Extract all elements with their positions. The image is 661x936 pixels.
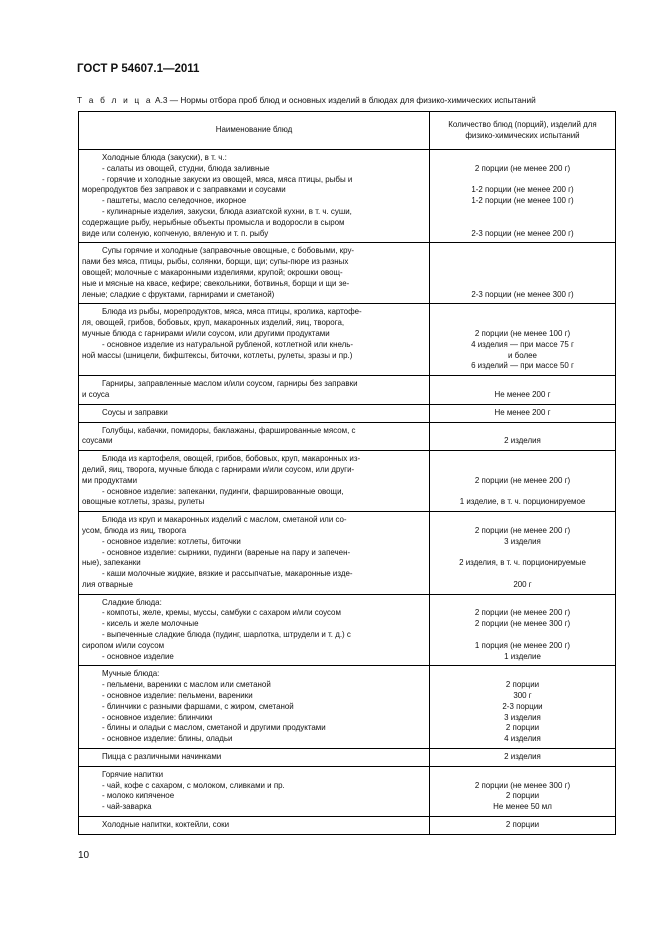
quantity-line: 2-3 порции (не менее 300 г): [471, 289, 574, 299]
quantity-line: 4 изделия — при массе 75 г: [471, 339, 574, 349]
sampling-norms-table: [78, 111, 616, 835]
quantity-line: [433, 426, 612, 437]
dish-line: Холодные напитки, коктейли, соки: [102, 820, 230, 830]
table-row: [79, 666, 616, 749]
dish-line: ля, овощей, грибов, бобовых, круп, макаронных изделий, яиц, творога,: [82, 318, 345, 328]
dish-line: ные и мясные на квасе, кефире; свекольники, ботвинья, борщи и щи зе-: [82, 278, 350, 288]
quantity-line: 200 г: [513, 579, 532, 589]
dish-line: Блюда из круп и макаронных изделий с маслом, сметаной или со-: [102, 515, 347, 525]
dish-line: - паштеты, масло селедочное, икорное: [102, 196, 247, 206]
quantity-cell: [430, 512, 616, 595]
dish-name-cell: [79, 243, 430, 304]
quantity-line: [433, 307, 612, 318]
dish-line: содержащие рыбу, нерыбные объекты промысла и водоросли в сыром: [82, 217, 345, 227]
quantity-line: 2 порции: [505, 723, 540, 733]
quantity-line: 2 порции (не менее 100 г): [474, 328, 571, 338]
dish-line: Соусы и заправки: [102, 407, 168, 417]
dish-line: Сладкие блюда:: [102, 597, 162, 607]
quantity-cell: [430, 766, 616, 816]
quantity-line: [433, 175, 612, 186]
dish-line: овощей; молочные с макаронными изделиями, крупой; окрошки овощ-: [82, 267, 343, 277]
dish-line: - основное изделие: блины, оладьи: [102, 734, 233, 744]
table-row: [79, 451, 616, 512]
quantity-line: [433, 465, 612, 476]
table-row: [79, 749, 616, 767]
dish-line: лия отварные: [82, 579, 133, 589]
dish-line: мучные блюда с гарнирами и/или соусом, или другими продуктами: [82, 328, 330, 338]
document-title: ГОСТ Р 54607.1—2011: [77, 63, 200, 75]
quantity-line: [433, 515, 612, 526]
dish-line: - основное изделие из натуральной рубленой, котлетной или кнель-: [102, 339, 354, 349]
dish-line: пами без мяса, птицы, рыбы, солянки, борщи, щи; супы-пюре из разных: [82, 257, 349, 267]
dish-line: делий, яиц, творога, мучные блюда с гарнирами и/или соусом, или други-: [82, 464, 355, 474]
dish-line: - основное изделие: сырники, пудинги (вареные на пару и запечен-: [102, 547, 351, 557]
table-caption: [77, 95, 536, 105]
quantity-line: 1 порция (не менее 200 г): [474, 640, 571, 650]
table-row: [79, 376, 616, 405]
quantity-line: 2-3 порции (не менее 200 г): [471, 228, 574, 238]
dish-line: - чай, кофе с сахаром, с молоком, сливками и пр.: [102, 780, 285, 790]
dish-line: - основное изделие: котлеты, биточки: [102, 536, 241, 546]
quantity-line: 2 изделия: [504, 436, 541, 446]
table-row: [79, 766, 616, 816]
quantity-line: 2 порции (не менее 200 г): [474, 525, 571, 535]
quantity-line: [433, 153, 612, 164]
dish-line: сиропом и/или соусом: [82, 640, 165, 650]
quantity-line: 2-3 порции: [502, 701, 543, 711]
quantity-line: [433, 669, 612, 680]
table-row: [79, 422, 616, 451]
quantity-line: 3 изделия: [504, 536, 541, 546]
dish-name-cell: [79, 749, 430, 767]
dish-name-cell: [79, 304, 430, 376]
dish-line: - выпеченные сладкие блюда (пудинг, шарлотка, штрудели и т. д.) с: [102, 630, 351, 640]
dish-line: - основное изделие: запеканки, пудинги, фаршированные овощи,: [102, 486, 344, 496]
table-row: [79, 243, 616, 304]
dish-line: виде или соленую, копченую, вяленую и т. п. рыбу: [82, 228, 269, 238]
quantity-cell: [430, 150, 616, 243]
column-header-quantity: Количество блюд (порций), изделий для физико-химических испытаний: [430, 112, 616, 150]
quantity-line: [433, 454, 612, 465]
quantity-line: [433, 548, 612, 559]
dish-line: ные), запеканки: [82, 558, 141, 568]
dish-line: - пельмени, вареники с маслом или сметаной: [102, 680, 271, 690]
quantity-line: 2 порции (не менее 300 г): [474, 619, 571, 629]
dish-line: Холодные блюда (закуски), в т. ч.:: [102, 153, 227, 162]
quantity-line: [433, 770, 612, 781]
quantity-line: [433, 379, 612, 390]
dish-name-cell: [79, 422, 430, 451]
quantity-line: 2 изделия, в т. ч. порционируемые: [459, 558, 586, 568]
quantity-line: 2 порции: [505, 820, 540, 830]
dish-name-cell: [79, 594, 430, 666]
dish-line: соусами: [82, 436, 113, 446]
dish-line: Пицца с различными начинками: [102, 752, 222, 762]
dish-line: - кулинарные изделия, закуски, блюда азиатской кухни, в т. ч. суши,: [102, 206, 352, 216]
quantity-line: 2 порции: [505, 680, 540, 690]
dish-line: - молоко кипяченое: [102, 791, 175, 801]
table-header-row: [79, 112, 616, 150]
dish-name-cell: [79, 666, 430, 749]
quantity-line: 2 изделия: [504, 752, 541, 762]
quantity-line: 300 г: [513, 691, 532, 701]
quantity-line: 1 изделие, в т. ч. порционируемое: [459, 497, 586, 507]
table-row: [79, 404, 616, 422]
quantity-line: [433, 598, 612, 609]
table-row: [79, 304, 616, 376]
quantity-line: 2 порции (не менее 200 г): [474, 608, 571, 618]
dish-line: - компоты, желе, кремы, муссы, самбуки с сахаром и/или соусом: [102, 608, 341, 618]
quantity-line: [433, 279, 612, 290]
quantity-line: 1-2 порции (не менее 100 г): [471, 196, 574, 206]
quantity-cell: [430, 376, 616, 405]
dish-line: Супы горячие и холодные (заправочные овощные, с бобовыми, кру-: [102, 246, 355, 256]
dish-name-cell: [79, 512, 430, 595]
quantity-line: и более: [508, 350, 537, 360]
dish-line: морепродуктов без заправок и с заправками и соусами: [82, 185, 286, 195]
dish-name-cell: [79, 451, 430, 512]
dish-line: - чай-заварка: [102, 802, 152, 812]
page-number: 10: [78, 850, 90, 861]
dish-line: и соуса: [82, 389, 110, 399]
quantity-line: [433, 630, 612, 641]
quantity-line: [433, 257, 612, 268]
dish-line: Блюда из рыбы, морепродуктов, мяса, мяса птицы, кролика, картофе-: [102, 307, 362, 317]
dish-line: - блинчики с разными фаршами, с жиром, сметаной: [102, 701, 294, 711]
dish-line: [82, 361, 426, 372]
caption-prefix: Т а б л и ц а: [77, 95, 153, 105]
dish-line: Горячие напитки: [102, 769, 164, 779]
quantity-line: 2 порции (не менее 200 г): [474, 475, 571, 485]
quantity-line: Не менее 200 г: [494, 407, 551, 417]
quantity-cell: [430, 594, 616, 666]
table-row: [79, 150, 616, 243]
dish-line: - салаты из овощей, студни, блюда заливные: [102, 163, 270, 173]
quantity-line: Не менее 50 мл: [493, 802, 552, 812]
quantity-cell: [430, 666, 616, 749]
dish-line: ной массы (шницели, бифштексы, биточки, котлеты, рулеты, зразы и пр.): [82, 350, 353, 360]
quantity-line: 1 изделие: [504, 651, 541, 661]
quantity-line: [433, 246, 612, 257]
dish-line: Блюда из картофеля, овощей, грибов, бобовых, круп, макаронных из-: [102, 454, 361, 464]
quantity-line: 1-2 порции (не менее 200 г): [471, 185, 574, 195]
quantity-line: Не менее 200 г: [494, 389, 551, 399]
dish-line: Голубцы, кабачки, помидоры, баклажаны, фаршированные мясом, с: [102, 425, 356, 435]
dish-line: Гарниры, заправленные маслом и/или соусом, гарниры без заправки: [102, 379, 358, 389]
dish-line: - кисель и желе молочные: [102, 619, 199, 629]
quantity-line: [433, 207, 612, 218]
dish-line: леные; сладкие с фруктами, гарнирами и сметаной): [82, 289, 275, 299]
table-row: [79, 594, 616, 666]
dish-line: овощные котлеты, зразы, рулеты: [82, 497, 205, 507]
quantity-line: [433, 318, 612, 329]
quantity-cell: [430, 243, 616, 304]
dish-line: усом, блюда из яиц, творога: [82, 525, 187, 535]
quantity-line: 2 порции (не менее 300 г): [474, 780, 571, 790]
column-header-dishes: Наименование блюд: [79, 112, 430, 150]
quantity-line: 2 порции: [505, 791, 540, 801]
quantity-line: 4 изделия: [504, 734, 541, 744]
quantity-line: 3 изделия: [504, 712, 541, 722]
quantity-line: [433, 487, 612, 498]
dish-line: - основное изделие: [102, 651, 174, 661]
quantity-line: 6 изделий — при массе 50 г: [471, 361, 574, 371]
dish-line: - каши молочные жидкие, вязкие и рассыпчатые, макаронные изде-: [102, 569, 353, 579]
quantity-cell: [430, 749, 616, 767]
quantity-line: [433, 268, 612, 279]
dish-line: ми продуктами: [82, 475, 138, 485]
quantity-line: [433, 218, 612, 229]
dish-name-cell: [79, 817, 430, 835]
dish-name-cell: [79, 376, 430, 405]
dish-line: - основное изделие: пельмени, вареники: [102, 691, 253, 701]
dish-line: - основное изделие: блинчики: [102, 712, 213, 722]
quantity-cell: [430, 304, 616, 376]
dish-line: - блины и оладьи с маслом, сметаной и другими продуктами: [102, 723, 326, 733]
quantity-cell: [430, 404, 616, 422]
caption-text: А.3 — Нормы отбора проб блюд и основных изделий в блюдах для физико-химических испытаний: [155, 95, 536, 105]
table-row: [79, 512, 616, 595]
quantity-cell: [430, 422, 616, 451]
quantity-line: 2 порции (не менее 200 г): [474, 163, 571, 173]
dish-name-cell: [79, 404, 430, 422]
quantity-cell: [430, 817, 616, 835]
dish-name-cell: [79, 766, 430, 816]
table-row: [79, 817, 616, 835]
dish-line: Мучные блюда:: [102, 669, 160, 679]
dish-name-cell: [79, 150, 430, 243]
quantity-cell: [430, 451, 616, 512]
dish-line: - горячие и холодные закуски из овощей, мяса, мяса птицы, рыбы и: [102, 174, 353, 184]
quantity-line: [433, 569, 612, 580]
